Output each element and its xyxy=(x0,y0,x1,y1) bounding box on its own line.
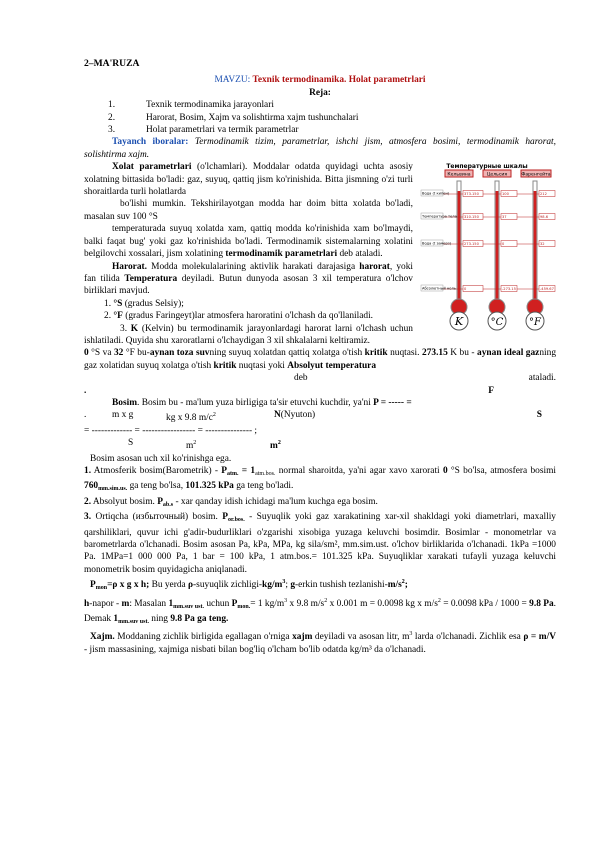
topic-label: MAVZU: xyxy=(214,75,251,86)
scale-item-3: 3. K (Kelvin) bu termodinamik jarayonlardagi harorat larni o'lchash uchun ishlatiladi. Quyida shu xaroratlarni o'lchaydigan 3 xil shkalalarni keltiramiz. xyxy=(84,323,413,346)
subscript: mon xyxy=(95,585,108,592)
term: kritik xyxy=(213,360,237,371)
formula: P = ----- = xyxy=(373,397,412,408)
plan-number: 3. xyxy=(108,125,116,136)
superscript: 3 xyxy=(284,597,288,604)
unit: m xyxy=(121,598,130,609)
fahrenheit-value: -459.67 xyxy=(540,287,554,292)
text: Bu yerda xyxy=(149,580,189,591)
pressure-type-1 xyxy=(84,465,556,496)
text: ning xyxy=(148,614,171,625)
text: Modda molekulalarining aktivlik harakati darajasiga xyxy=(146,261,360,272)
keywords xyxy=(84,136,556,161)
figure-title: Температурные шкалы xyxy=(446,163,528,171)
subscript: or.bos. xyxy=(227,517,245,524)
text: : Masalan xyxy=(129,598,169,609)
temperature-scales-figure xyxy=(419,161,556,333)
thermometer-diagram xyxy=(419,161,556,333)
text: ga teng bo'lsa, xyxy=(127,481,186,492)
sym: P xyxy=(231,598,238,609)
formula-dashes: = ------------- = ----------------- = --------------- ; xyxy=(84,425,258,436)
kelvin-value: 310.150 xyxy=(464,215,479,220)
text: . xyxy=(84,410,87,421)
sym: h xyxy=(84,598,90,609)
text: . xyxy=(84,385,87,396)
unit: kg/m xyxy=(262,580,283,591)
row-label: Вода (t замерз) xyxy=(422,241,452,246)
superscript: 2 xyxy=(193,440,197,447)
document-page xyxy=(84,58,556,656)
pressure-type-2 xyxy=(84,496,556,511)
num: 9.8 Pa xyxy=(529,598,554,609)
superscript: 2 xyxy=(324,597,328,604)
scale-item-2: 2. °F (gradus Faringeyt)lar atmosfera haroratini o'lchash da qo'llaniladi. xyxy=(104,311,374,322)
text: -napor - xyxy=(89,598,122,609)
text: °S bo'lsa, atmosfera bosimi xyxy=(447,466,556,476)
plan-number: 1. xyxy=(108,100,116,111)
term: Absolyut temperatura xyxy=(287,360,377,371)
napor-example xyxy=(84,595,556,629)
text: nuqtasi. xyxy=(387,348,423,359)
plan-number: 2. xyxy=(108,112,116,123)
plan-title: Reja: xyxy=(309,87,331,98)
subscript: ab.s xyxy=(162,501,174,508)
celsius-value: 37 xyxy=(502,215,507,220)
plan-item xyxy=(84,99,556,111)
text: ; xyxy=(404,580,408,591)
text: Moddaning zichlik birligida egallagan o'rniga xyxy=(114,632,293,643)
text: , yoki fan tilida xyxy=(84,261,413,284)
text: (gradus Selsiy); xyxy=(122,298,184,309)
pressure-type-3 xyxy=(84,511,556,576)
unit-celsius: °C xyxy=(490,317,504,329)
subscript: mm.suv ust. xyxy=(173,603,204,610)
formula-line xyxy=(84,409,556,424)
text: -erkin tushish tezlanishi- xyxy=(295,580,388,591)
formula-denoms xyxy=(84,437,556,452)
celsius-value: -273.15 xyxy=(502,287,516,292)
num: 3. xyxy=(84,512,92,523)
num: 0 xyxy=(84,348,89,359)
col-celsius: Цельсия xyxy=(486,172,508,178)
formula-part: S xyxy=(128,438,134,449)
text: = 1 kg/m xyxy=(250,598,285,609)
num: 9.8 Pa ga teng. xyxy=(170,614,229,625)
num: 273.15 xyxy=(422,348,448,359)
text: deb xyxy=(294,373,308,384)
subscript: mm.suv ust. xyxy=(118,619,149,626)
keywords-text: Termodinamik tizim, parametrlar, ishchi jism, atmosfera bosimi, termodinamik harorat, solishtirma xajm. xyxy=(84,137,556,160)
num: 2. xyxy=(84,496,92,507)
superscript: 3 xyxy=(282,579,286,586)
pmon-formula xyxy=(84,576,556,594)
fahrenheit-value: 32 xyxy=(540,242,545,247)
col-fahrenheit: Фаренгейта xyxy=(521,172,551,178)
num: 32 xyxy=(113,348,124,359)
row-label: Абсолютный ноль xyxy=(422,286,456,291)
formula-denominator: S xyxy=(536,410,542,421)
formula-part: N xyxy=(274,410,281,421)
text: deyiladi va asosan litr, m xyxy=(312,632,410,643)
text: Absolyut bosim. xyxy=(91,496,158,507)
text: °S va xyxy=(88,348,114,359)
text: °F bu- xyxy=(123,348,150,359)
formula-numerator: F xyxy=(488,385,494,396)
sym: P xyxy=(157,496,163,507)
term: Temperatura xyxy=(124,273,178,284)
formula-part: m xyxy=(186,441,194,452)
unit-kelvin: K xyxy=(454,315,464,329)
plan-text: Texnik termodinamika jarayonlari xyxy=(146,100,274,111)
num: 101.325 kPa xyxy=(185,481,234,492)
text: ning gaz xolatidan suyuq xolatga o'tish xyxy=(84,348,557,371)
paragraph-bosim-types: Bosim asosan uch xil ko'rinishga ega. xyxy=(90,453,232,464)
term: Xolat parametrlari xyxy=(112,162,192,173)
sym: P xyxy=(221,466,228,476)
kelvin-value: 0 xyxy=(464,287,467,292)
formula-part: kg x 9.8 m/c xyxy=(166,413,213,424)
sym: g xyxy=(290,580,296,591)
term: Bosim xyxy=(112,397,138,408)
text: ga teng bo'ladi. xyxy=(233,481,294,492)
text: (gradus Faringeyt)lar atmosfera haroratini o'lchash da qo'llaniladi. xyxy=(122,311,374,322)
superscript: 2 xyxy=(401,579,405,586)
text: -suyuqlik zichligi- xyxy=(193,580,263,591)
subscript: atm. xyxy=(227,471,239,477)
plan-item xyxy=(84,112,556,124)
num: 760 xyxy=(84,481,99,492)
text: x 0.001 m = 0.0098 kg x m/s xyxy=(327,598,438,609)
plan-list xyxy=(84,99,556,136)
formula-part: m x g xyxy=(112,410,134,421)
row-label: Температура тела xyxy=(422,214,457,219)
text: temperaturada suyuq xolatda xam, qattiq modda ko'rinishida xam bo'lmaydi, balki faqat bug' yoki gaz ko'rinishida bo'ladi. Termodinamik sistemalarning xolatini belgilovchi xossalari, jism xolatining xyxy=(84,224,413,260)
col-kelvin: Кельвина xyxy=(447,172,471,178)
paragraph-critical xyxy=(84,347,556,372)
row-label: Вода (t кипен) xyxy=(422,191,450,196)
text: Ortiqcha (избыточный) bosim. xyxy=(91,512,223,523)
formula-part: m xyxy=(270,441,278,452)
term: xajm xyxy=(292,632,313,643)
term: °S xyxy=(113,298,123,309)
formula: ρ = m/V xyxy=(523,632,556,643)
text: = 1 xyxy=(238,466,256,476)
text: . Demak xyxy=(84,598,556,625)
sym: P xyxy=(222,512,228,523)
term: K xyxy=(130,323,139,334)
term: Harorat. xyxy=(112,261,147,272)
plan-text: Harorat, Bosim, Xajm va solishtirma xajm tushunchalari xyxy=(146,112,359,123)
critical-tail xyxy=(84,372,556,384)
text: - Suyuqlik yoki gaz xarakatining xar-xil shakldagi yoki diametrlari, maxalliy qarshiliklari, quvur ichi g'adir-budurliklari o'zgarishi xisobiga yuzaga keluvchi bosimdir. Bosimlar - monometrlar va barometrlarda o'lchanadi. Bosim asosan Pa, kPa, MPa, kg sila/sm², mm.sim.ust. o'lchov birliklarida o'lchanadi. 1kPa =1000 Pa. 1MPa=1 000 000 Pa, 1 bar = 100 kPa, 1 atm.bos.= 101.325 kPa. Suyuqliklar xarakati tufayli yuzaga keluvchi monometrik bosim quyidagicha aniqlanadi. xyxy=(84,512,556,575)
text: (Kelvin) bu termodinamik jarayonlardagi harorat larni o'lchash uchun ishlatiladi. Quyida shu xaroratlarni o'lchaydigan 3 xil shkalalarni keltiramiz. xyxy=(84,323,413,346)
term: kritik xyxy=(364,348,388,359)
text: - xar qanday idish ichidagi ma'lum kuchga ega bosim. xyxy=(173,496,378,507)
text: (o'lchamlari). Moddalar odatda quyidagi uchta asosiy xolatning bittasida bo'ladi: gaz, suyuq, qattiq jism ko'rinishida. Bitta jismning o'zi turli shoraitlarda turli holatlarda xyxy=(84,162,413,198)
paragraph-xajm xyxy=(84,628,556,656)
term: °F xyxy=(113,311,123,322)
kelvin-value: 373.150 xyxy=(464,192,479,197)
text: K bu - xyxy=(447,348,478,359)
num: 1 xyxy=(113,614,119,625)
text: = 0.0098 kPa / 1000 = xyxy=(440,598,530,609)
sym: P xyxy=(90,580,96,591)
lecture-number: 2–MA'RUZA xyxy=(84,58,140,69)
num: 1. xyxy=(84,466,92,476)
text: ning suyuq xolatdan qattiq xolatga o'tish xyxy=(209,348,365,359)
unit: m/s xyxy=(387,580,402,591)
text: bo'lishi mumkin. Tekshirilayotgan modda har doim bitta xolatda bo'ladi, masalan suv 100 °S xyxy=(84,199,413,222)
subscript: mm.sim.us. xyxy=(98,486,128,493)
plan-item xyxy=(84,124,556,136)
subscript: mon. xyxy=(237,603,251,610)
text: uchun xyxy=(203,598,232,609)
text: ataladi. xyxy=(528,373,556,384)
subscript: atm.bos. xyxy=(255,471,276,477)
celsius-value: 100 xyxy=(502,192,509,197)
celsius-value: 0 xyxy=(502,242,505,247)
term: aynan ideal gaz xyxy=(477,348,540,359)
term: Xajm. xyxy=(90,632,115,643)
superscript: 2 xyxy=(437,597,441,604)
text: deyiladi. Butun dunyoda asosan 3 xil temperatura o'lchov birliklari mavjud. xyxy=(84,273,413,297)
superscript: 2 xyxy=(212,412,216,419)
num: 0 xyxy=(442,466,448,476)
text: nuqtasi yoki xyxy=(236,360,288,371)
text: ; xyxy=(285,580,291,591)
keywords-label: Tayanch iboralar: xyxy=(112,137,189,148)
fahrenheit-value: 212 xyxy=(540,192,547,197)
fraction-top xyxy=(84,385,556,397)
term: termodinamik parametrlari xyxy=(225,249,338,260)
superscript: 3 xyxy=(409,631,413,638)
term: aynan toza suv xyxy=(149,348,210,359)
kelvin-value: 273.150 xyxy=(464,242,479,247)
term: harorat xyxy=(359,261,390,272)
text: x 9.8 m/s xyxy=(287,598,325,609)
topic-line xyxy=(84,74,556,86)
superscript: 2 xyxy=(277,440,281,447)
text: deb ataladi. xyxy=(337,249,383,260)
topic-title: Texnik termodinamika. Holat parametrlari xyxy=(252,75,426,86)
text: Atmosferik bosim(Barometrik) - xyxy=(91,466,222,476)
text: larda o'lchanadi. Zichlik esa xyxy=(412,632,524,643)
text: . Bosim bu - ma'lum yuza birligiga ta'sir etuvchi kuchdir, ya'ni xyxy=(137,397,374,408)
sym: ρ xyxy=(188,580,194,591)
formula-part: (Nyuton) xyxy=(280,410,316,421)
scale-item-1: 1. °S (gradus Selsiy); xyxy=(104,298,184,309)
fahrenheit-value: 98.6 xyxy=(540,215,549,220)
formula: =ρ x g x h; xyxy=(107,580,150,591)
num: 1 xyxy=(168,598,174,609)
paragraph-bosim xyxy=(84,397,556,409)
plan-text: Holat parametrlari va termik parametrlar xyxy=(146,125,299,136)
text: - jism massasining, xajmiga nisbati bilan bog'liq o'lcham bo'lib odatda kg/m³ da o'lchanadi. xyxy=(84,644,426,655)
text: normal sharoitda, ya'ni agar xavo xarorati xyxy=(275,466,443,476)
unit-fahrenheit: °F xyxy=(529,317,541,329)
